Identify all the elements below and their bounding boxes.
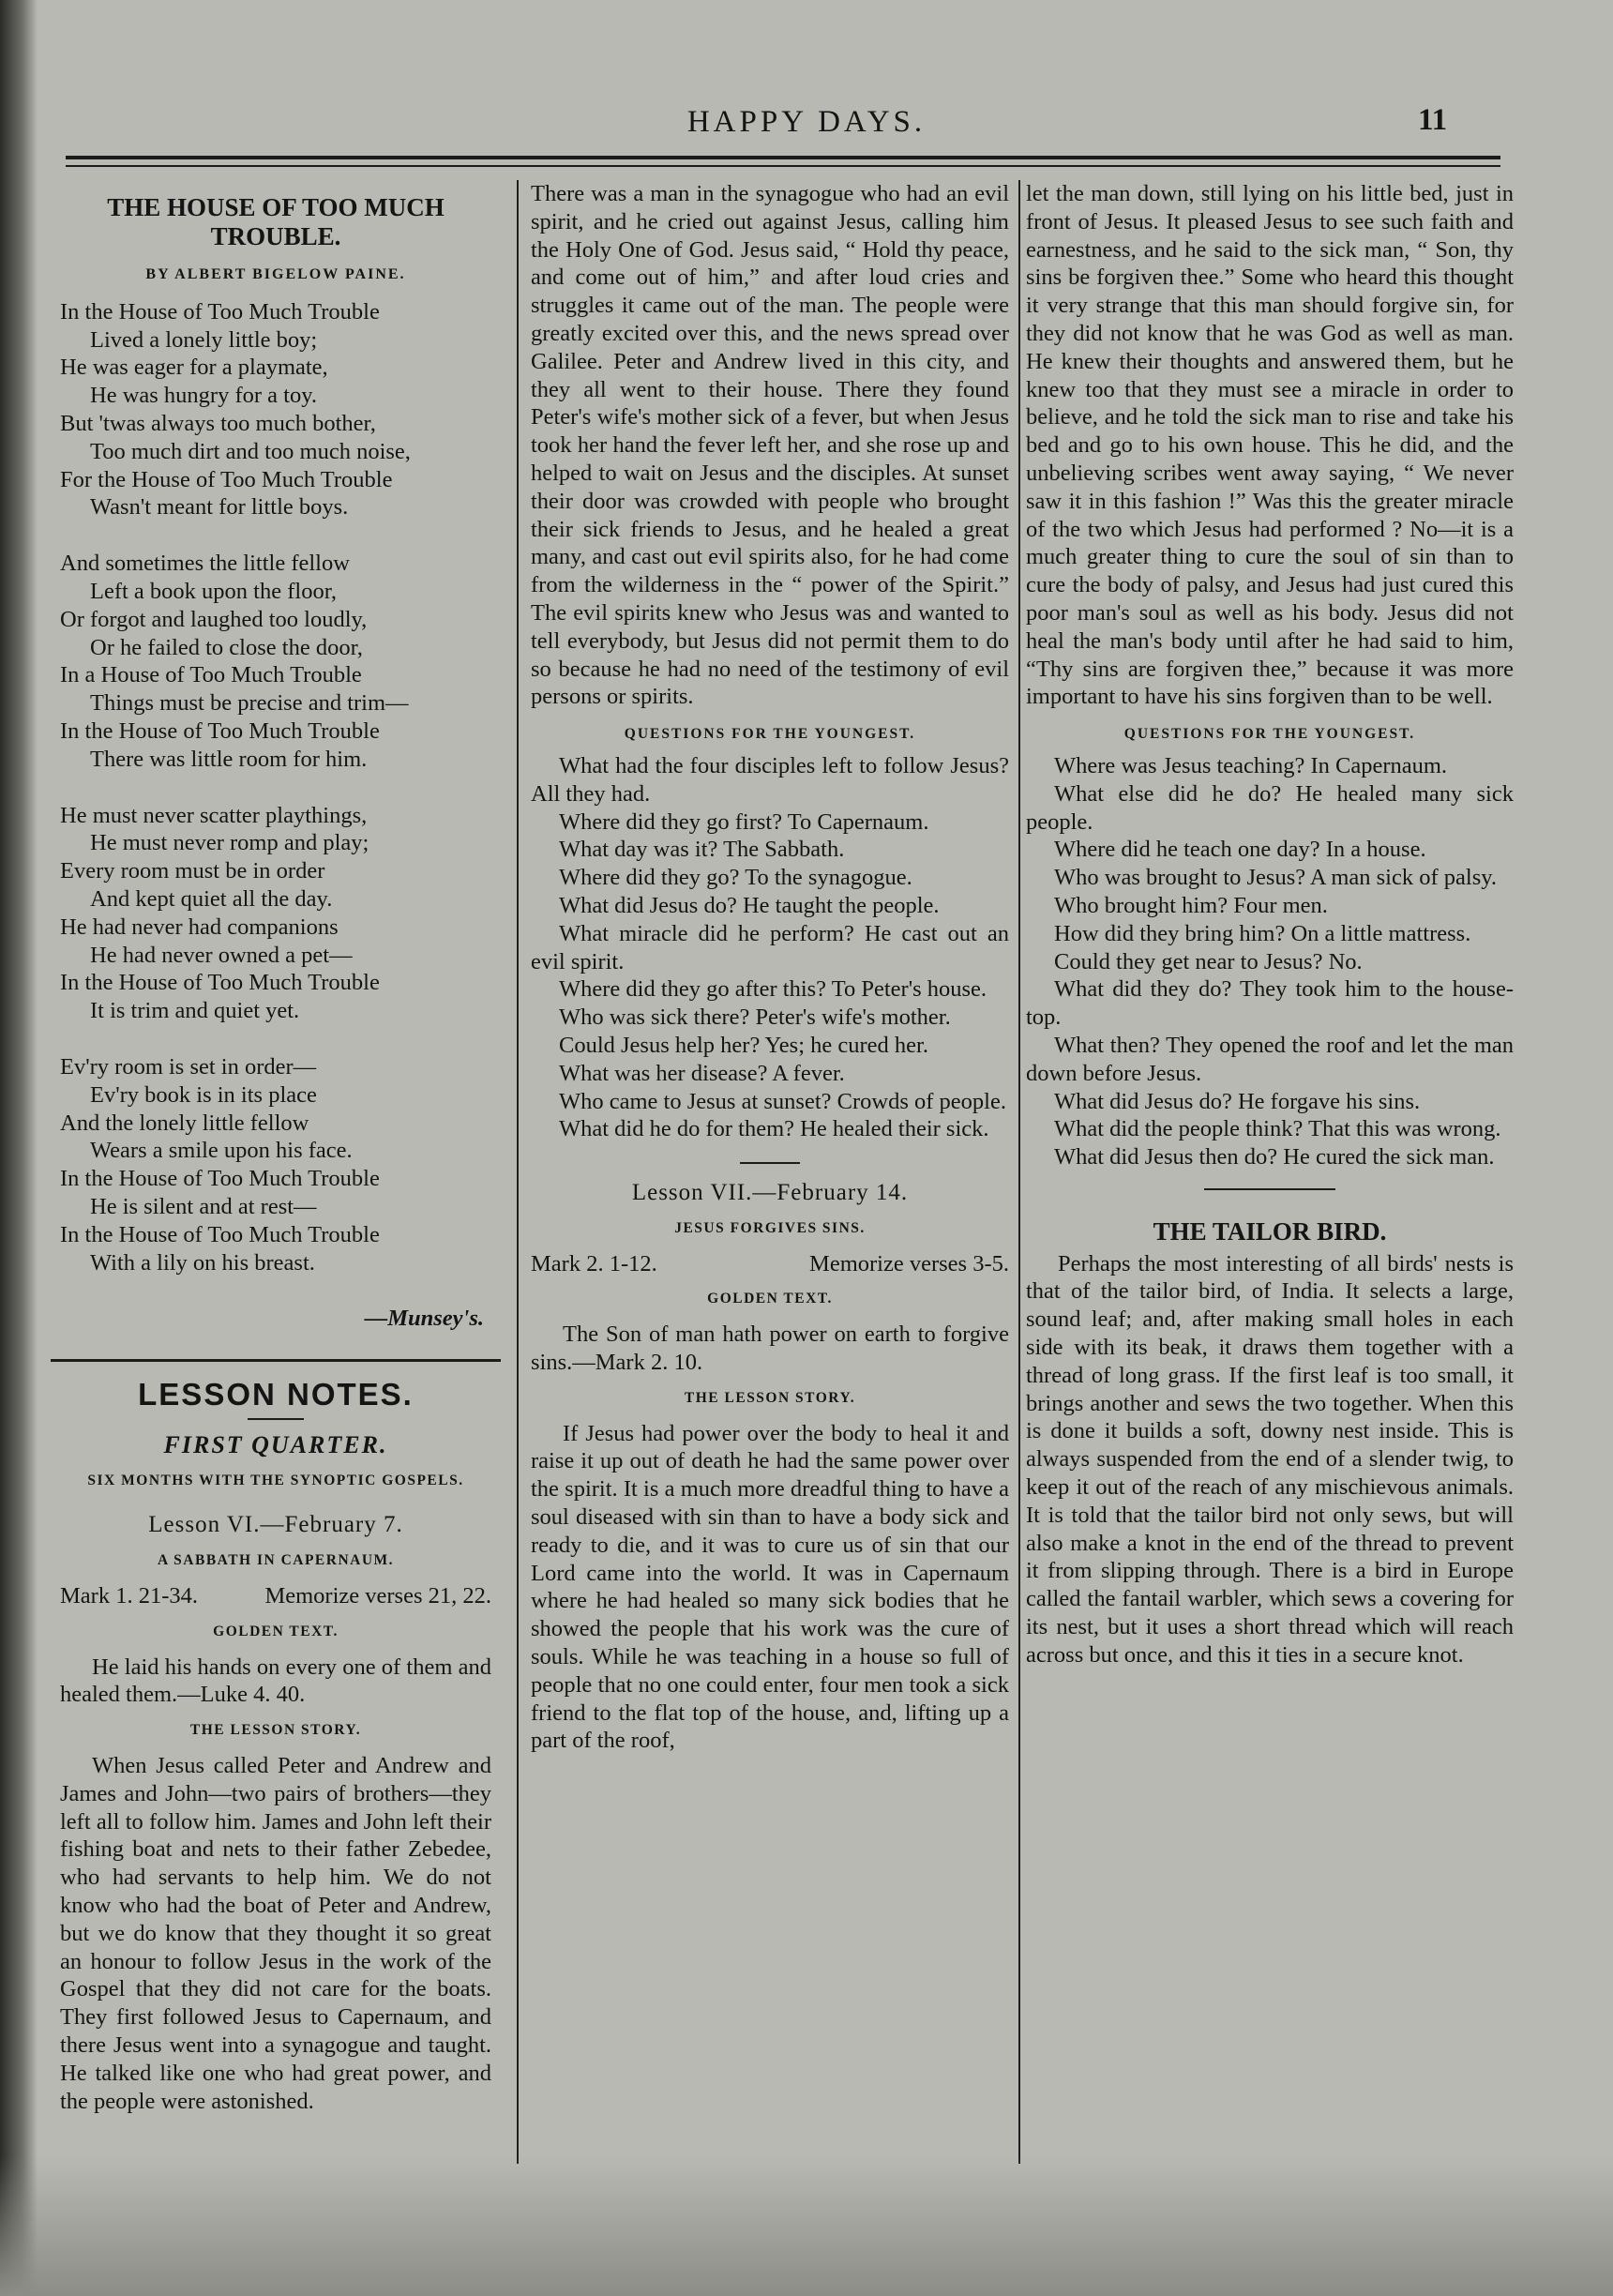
heading-rule [248,1418,304,1420]
question-answer: Who came to Jesus at sunset? Crowds of people. [559,1088,1006,1114]
question-answer: What did they do? They took him to the house-top. [1026,976,1514,1031]
scan-shadow-left [0,0,38,2296]
question-answer: What did Jesus then do? He cured the sick man. [1054,1144,1495,1171]
poem-line: But 'twas always too much bother, [60,410,376,436]
question-answer: What else did he do? He healed many sick people. [1026,780,1514,835]
lesson-6-golden-text: He laid his hands on every one of them and healed them.—Luke 4. 40. [60,1654,491,1708]
lesson-6-questions [531,752,1009,1143]
poem-title-line-1: THE HOUSE OF TOO MUCH [107,193,445,221]
column-divider-left [517,180,519,2164]
lesson-7-reference-row [531,1250,1009,1278]
lesson-7-heading: Lesson VII.—February 14. [631,1180,909,1206]
lesson-7-story-part-2: let the man down, still lying on his little bed, just in front of Jesus. It pleased Jesus to see such faith and earnestness, and he said to the sick man, “ Son, thy sins be forgiven thee.” Some who heard this thought it very strange that this man should forgive sin, for they did not know that he was God as well as man. He knew their thoughts and answered them, but he knew too that they must see a miracle in order to believe, and he told the sick man to rise and take his bed and go to his own house. This he did, and the unbelieving scribes went away saying, “ We never saw it in this fashion !” Was this the greater miracle of the two which Jesus had performed ? No—it is a much greater thing to cure the soul of sin than to cure the body of palsy, and Jesus had just cured this poor man's soul as well as his body. Jesus did not heal the man's body until after he had said to him, “Thy sins are forgiven thee,” because it was more important to have his sins forgiven than to be well. [1026,181,1514,710]
poem-line: Wasn't meant for little boys. [90,494,349,521]
column-1 [60,180,491,2115]
article-divider [1204,1188,1335,1190]
poem-byline: BY ALBERT BIGELOW PAINE. [145,266,406,282]
question-answer: Where did he teach one day? In a house. [1054,837,1426,863]
poem-line: And sometimes the little fellow [60,551,350,577]
poem-line: He must never scatter playthings, [60,802,368,828]
question-answer: What did Jesus do? He taught the people. [559,892,940,918]
column-3 [1026,180,1514,1669]
poem-line: He is silent and at rest— [90,1193,317,1219]
question-answer: What miracle did he perform? He cast out an evil spirit. [531,920,1009,974]
lesson-6-reference-row [60,1582,491,1610]
poem-line: Every room must be in order [60,858,325,884]
page-number: 11 [1418,103,1448,137]
poem-line: And kept quiet all the day. [90,885,333,912]
poem-line: Ev'ry room is set in order— [60,1053,317,1080]
lesson-7-reference: Mark 2. 1-12. [531,1250,657,1276]
poem-line: Things must be precise and trim— [90,690,409,717]
lesson-6-story-label: THE LESSON STORY. [189,1722,362,1739]
lesson-notes-heading: LESSON NOTES. [138,1377,414,1412]
poem-line: For the House of Too Much Trouble [60,466,393,492]
lesson-6-reference: Mark 1. 21-34. [60,1583,198,1609]
poem-line: Too much dirt and too much noise, [90,438,411,464]
poem-line: It is trim and quiet yet. [90,998,300,1024]
poem-line: Ev'ry book is in its place [90,1081,317,1108]
question-answer: What did Jesus do? He forgave his sins. [1054,1088,1421,1114]
lesson-7-golden-text: The Son of man hath power on earth to forgive sins.—Mark 2. 10. [531,1322,1009,1376]
poem-line: There was little room for him. [90,746,368,772]
poem-line: In a House of Too Much Trouble [60,662,362,688]
question-answer: Who was brought to Jesus? A man sick of palsy. [1054,865,1498,891]
lesson-7-memorize: Memorize verses 3-5. [809,1250,1009,1276]
column-divider-right [1018,180,1020,2164]
question-answer: What did he do for them? He healed their sick. [559,1116,989,1142]
poem-title-line-2: TROUBLE. [210,222,341,250]
question-answer: Could Jesus help her? Yes; he cured her. [559,1032,928,1058]
lesson-7-story-part-1: If Jesus had power over the body to heal it and raise it up out of death he had the same power over the spirit. It is a much more dreadful thing to have a soul diseased with sin than to have a body sick and ready to die, and it was to cure us of sin that our Lord came into the world. It was in Capernaum where he had healed so many sick bodies that he showed the people that his work was the cure of souls. While he was teaching in a house so full of people that no one could enter, four men took a sick friend to the flat top of the house, and, lifting up a part of the roof, [531,1420,1009,1754]
poem-line: He was hungry for a toy. [90,383,317,409]
lesson-7-topic: JESUS FORGIVES SINS. [674,1219,866,1236]
poem-stanza [60,550,491,773]
question-answer: What did the people think? That this was wrong. [1054,1116,1501,1142]
poem-line: He must never romp and play; [90,830,369,856]
lesson-6-memorize: Memorize verses 21, 22. [264,1583,491,1609]
poem-line: He had never owned a pet— [90,942,353,968]
poem-line: With a lily on his breast. [90,1249,315,1276]
poem-line: And the lonely little fellow [60,1110,309,1136]
scan-shadow-bottom [0,2155,1613,2296]
lesson-7-questions-label: QUESTIONS FOR THE YOUNGEST. [1123,726,1416,743]
poem-line: In the House of Too Much Trouble [60,970,380,996]
question-answer: Where did they go? To the synagogue. [559,865,912,891]
tailor-bird-title: THE TAILOR BIRD. [1153,1216,1387,1246]
lesson-notes-subtitle: SIX MONTHS WITH THE SYNOPTIC GOSPELS. [87,1472,464,1488]
question-answer: What then? They opened the roof and let the man down before Jesus. [1026,1032,1514,1086]
lesson-6-questions-label: QUESTIONS FOR THE YOUNGEST. [624,726,916,743]
header-rule-thick [66,156,1500,159]
question-answer: Where did they go first? To Capernaum. [559,808,929,835]
poem-body [60,298,491,1277]
poem-line: He was eager for a playmate, [60,355,328,381]
question-answer: What was her disease? A fever. [559,1060,845,1086]
lesson-6-heading: Lesson VI.—February 7. [148,1512,403,1538]
header-rule-thin [66,165,1500,167]
question-answer: Who brought him? Four men. [1054,892,1328,918]
lesson-6-golden-label: GOLDEN TEXT. [213,1623,339,1639]
running-head: HAPPY DAYS. [686,105,927,139]
question-answer: Where did they go after this? To Peter's house. [559,976,987,1003]
column-2 [531,180,1009,1755]
question-answer: Where was Jesus teaching? In Capernaum. [1054,752,1448,778]
poem-stanza [60,1053,491,1276]
lesson-7-story-label: THE LESSON STORY. [684,1389,856,1406]
lesson-6-story-part-1: When Jesus called Peter and Andrew and James and John—two pairs of brothers—they left all to follow him. James and John left their fishing boat and nets to their father Zebedee, who had servants to help him. We do not know who had the boat of Peter and Andrew, but we do know that they thought it so great an honour to follow Jesus in the work of the Gospel that they did not care for the boats. They first followed Jesus to Capernaum, and there Jesus went into a synagogue and taught. He talked like one who had great power, and the people were astonished. [60,1753,491,2114]
section-rule [51,1359,501,1362]
poem-line: In the House of Too Much Trouble [60,1221,380,1247]
poem-line: Or forgot and laughed too loudly, [60,606,368,632]
poem-source: —Munsey's. [364,1306,484,1332]
question-answer: Could they get near to Jesus? No. [1054,948,1363,974]
poem-stanza [60,802,491,1025]
poem-line: Left a book upon the floor, [90,578,338,604]
poem-line: In the House of Too Much Trouble [60,1166,380,1192]
quarter-heading: FIRST QUARTER. [163,1430,388,1458]
question-answer: What day was it? The Sabbath. [559,837,845,863]
poem-line: Or he failed to close the door, [90,634,363,660]
poem-line: Lived a lonely little boy; [90,326,318,353]
poem-title [60,193,491,251]
lesson-6-story-part-2: There was a man in the synagogue who had an evil spirit, and he cried out against Jesus, calling him the Holy One of God. Jesus said, “ Hold thy peace, and come out of him,” and after loud cries and struggles it came out of the man. The people were greatly excited over this, and the news spread over Galilee. Peter and Andrew lived in this city, and they all went to their house. There they found Peter's wife's mother sick of a fever, but when Jesus took her hand the fever left her, and she rose up and helped to wait on Jesus and the disciples. At sunset their door was crowded with people who brought their sick friends to Jesus, and he healed a great many, and cast out evil spirits also, for he had come from the wilderness in the “ power of the Spirit.” The evil spirits knew who Jesus was and wanted to tell everybody, but Jesus did not permit them to do so because he had no need of the testimony of evil persons or spirits. [531,181,1009,710]
poem-stanza [60,298,491,521]
question-answer: What had the four disciples left to follow Jesus? All they had. [531,752,1009,807]
poem-line: In the House of Too Much Trouble [60,298,380,325]
question-answer: How did they bring him? On a little mattress. [1054,920,1471,946]
poem-line: In the House of Too Much Trouble [60,718,380,744]
lesson-7-golden-label: GOLDEN TEXT. [707,1291,833,1307]
tailor-bird-body: Perhaps the most interesting of all birds' nests is that of the tailor bird, of India. It selects a large, sound leaf; and, after making small holes in each side with its beak, it draws them together with a thread of long grass. If the first leaf is too small, it brings another and sews the two together. When this is done it builds a soft, downy nest inside. This is always suspended from the end of a slender twig, to keep it out of the reach of any mischievous animals. It is told that the tailor bird not only sews, but will also make a knot in the end of the thread to prevent it from slipping through. There is a bird in Europe called the fantail warbler, which sews a covering for its nest, but it uses a short thread which will reach across but once, and this it ties in a secure knot. [1026,1250,1514,1668]
poem-line: He had never had companions [60,914,339,940]
poem-line: Wears a smile upon his face. [90,1138,353,1164]
lesson-divider [740,1162,800,1164]
lesson-7-questions [1026,752,1514,1171]
question-answer: Who was sick there? Peter's wife's mother. [559,1004,951,1031]
lesson-6-topic: A SABBATH IN CAPERNAUM. [157,1552,395,1569]
